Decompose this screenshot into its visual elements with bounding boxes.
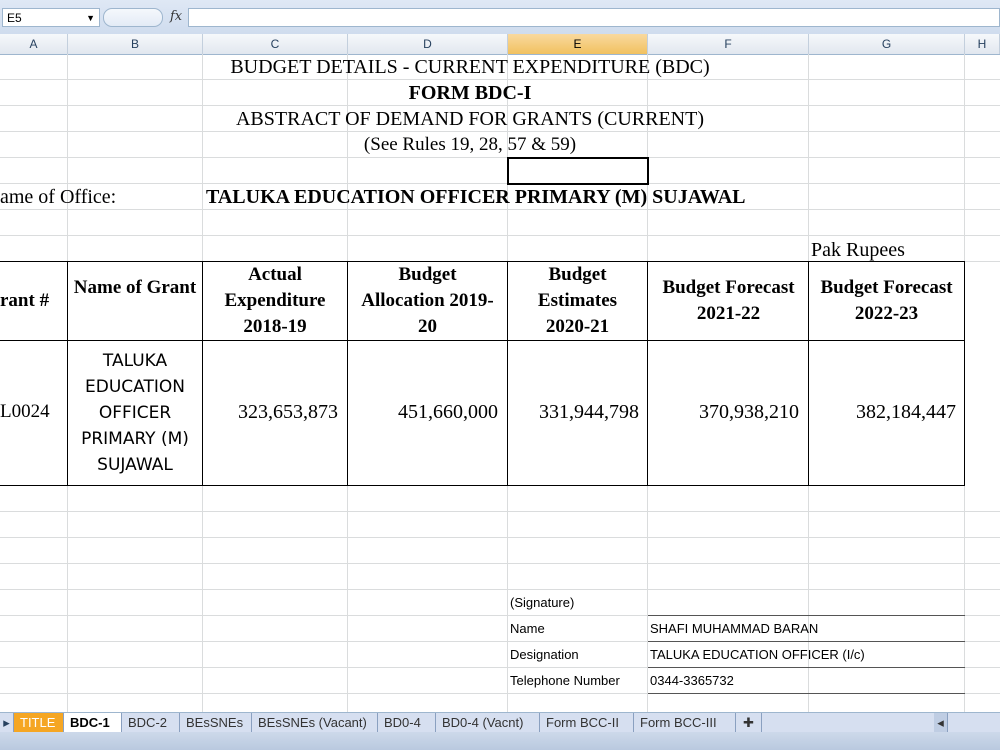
- designation-value: TALUKA EDUCATION OFFICER (I/c): [650, 647, 865, 662]
- name-box[interactable]: [2, 8, 100, 27]
- currency-label: Pak Rupees: [811, 239, 905, 261]
- designation-label: Designation: [510, 647, 579, 662]
- header-forecast-2021: Budget Forecast 2021-22: [662, 277, 795, 324]
- signature-label: (Signature): [510, 595, 575, 610]
- chevron-down-icon[interactable]: ▼: [86, 13, 95, 23]
- forecast-2021-value: 370,938,210: [699, 401, 799, 423]
- column-header-e[interactable]: E: [508, 34, 648, 54]
- office-name: TALUKA EDUCATION OFFICER PRIMARY (M) SUJAWAL: [206, 186, 746, 208]
- formula-input[interactable]: [188, 8, 1000, 27]
- estimates-value: 331,944,798: [539, 401, 639, 423]
- rules-reference: (See Rules 19, 28, 57 & 59): [363, 134, 577, 155]
- scroll-left-icon[interactable]: ◂: [934, 713, 948, 732]
- selected-cell[interactable]: [507, 157, 649, 185]
- tab-bdc-2[interactable]: BDC-2: [122, 713, 180, 732]
- sheet-subtitle: ABSTRACT OF DEMAND FOR GRANTS (CURRENT): [235, 108, 705, 130]
- tab-bd0-4[interactable]: BD0-4: [378, 713, 436, 732]
- column-header-c[interactable]: C: [203, 34, 348, 54]
- name-value: SHAFI MUHAMMAD BARAN: [650, 621, 819, 636]
- header-grant-no: rant #: [0, 290, 50, 311]
- sheet-tab-bar: [0, 712, 1000, 733]
- grant-name-value: TALUKA EDUCATION OFFICER PRIMARY (M) SUJAWAL: [81, 351, 189, 475]
- name-label: Name: [510, 621, 545, 636]
- name-box-value: E5: [7, 11, 22, 25]
- tab-bessnes[interactable]: BEsSNEs: [180, 713, 252, 732]
- tab-form-bcc-iii[interactable]: Form BCC-III: [634, 713, 736, 732]
- status-bar: [0, 732, 1000, 750]
- tab-bessnes-vacant[interactable]: BEsSNEs (Vacant): [252, 713, 378, 732]
- form-title: FORM BDC-I: [408, 82, 532, 104]
- tab-scroll-icon[interactable]: ▸: [0, 713, 14, 732]
- actual-value: 323,653,873: [238, 401, 338, 423]
- column-header-g[interactable]: G: [809, 34, 965, 54]
- tab-title[interactable]: TITLE: [14, 713, 64, 732]
- header-forecast-2022: Budget Forecast 2022-23: [820, 277, 953, 324]
- tab-bdc-1[interactable]: BDC-1: [64, 713, 122, 732]
- header-actual: Actual Expenditure 2018-19: [224, 264, 326, 337]
- grant-no-value: L0024: [0, 401, 50, 422]
- tab-bd0-4-vacnt[interactable]: BD0-4 (Vacnt): [436, 713, 540, 732]
- column-header-h[interactable]: H: [965, 34, 1000, 54]
- fx-icon[interactable]: fx: [170, 9, 183, 24]
- tab-form-bcc-ii[interactable]: Form BCC-II: [540, 713, 634, 732]
- sheet-grid[interactable]: [0, 54, 1000, 714]
- column-header-a[interactable]: A: [0, 34, 68, 54]
- phone-label: Telephone Number: [510, 673, 620, 688]
- phone-value: 0344-3365732: [650, 673, 734, 688]
- formula-bar: [0, 0, 1000, 35]
- sheet-title: BUDGET DETAILS - CURRENT EXPENDITURE (BDC): [230, 56, 710, 78]
- column-header-b[interactable]: B: [68, 34, 203, 54]
- column-headers: [0, 34, 1000, 55]
- office-label: ame of Office:: [0, 186, 117, 208]
- header-estimates: Budget Estimates 2020-21: [537, 264, 618, 337]
- formula-buttons[interactable]: [103, 8, 163, 27]
- allocation-value: 451,660,000: [398, 401, 498, 423]
- new-sheet-icon[interactable]: ✚: [736, 713, 762, 732]
- header-grant-name: Name of Grant: [73, 277, 197, 298]
- forecast-2022-value: 382,184,447: [856, 401, 956, 423]
- column-header-f[interactable]: F: [648, 34, 809, 54]
- column-header-d[interactable]: D: [348, 34, 508, 54]
- header-allocation: Budget Allocation 2019-20: [361, 264, 494, 337]
